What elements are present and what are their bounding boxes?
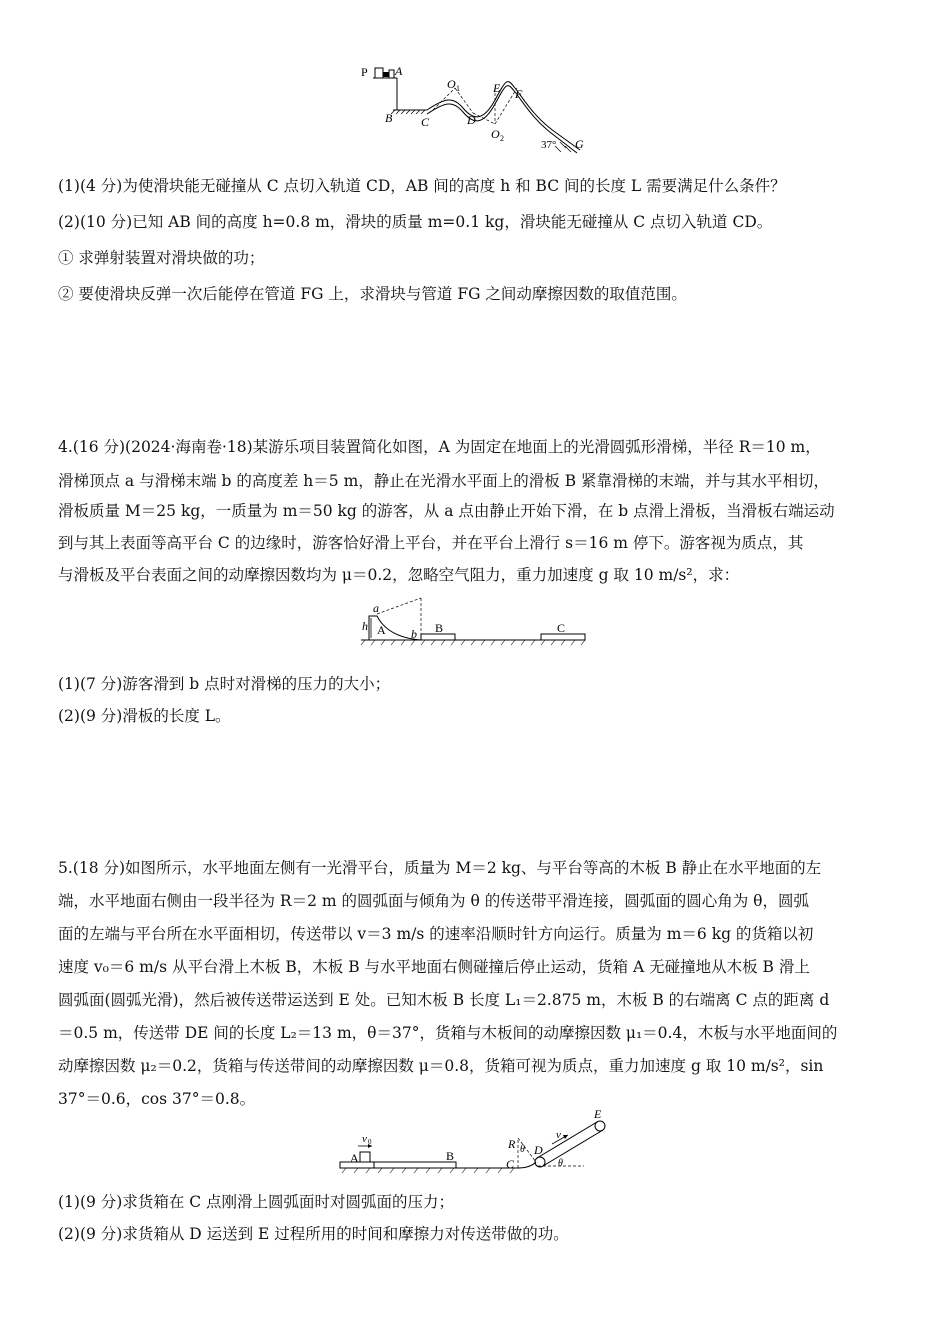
label-A: A bbox=[377, 623, 386, 637]
label-E: E bbox=[594, 1108, 602, 1121]
q4-sub-2: (2)(9 分)滑板的长度 L。 bbox=[58, 707, 231, 725]
label-D: D bbox=[534, 1143, 543, 1157]
q3-line-4: ② 要使滑块反弹一次后能停在管道 FG 上，求滑块与管道 FG 之间动摩擦因数的取值范围。 bbox=[58, 285, 687, 303]
q3-track-figure bbox=[355, 58, 595, 154]
label-v0: v bbox=[362, 1133, 367, 1145]
q5-line-1: 5.(18 分)如图所示，水平地面左侧有一光滑平台，质量为 M＝2 kg、与平台等高的木板 B 静止在水平地面的左 bbox=[58, 859, 822, 877]
q3-line-2: (2)(10 分)已知 AB 间的高度 h=0.8 m，滑块的质量 m=0.1 kg，滑块能无碰撞从 C 点切入轨道 CD。 bbox=[58, 213, 773, 231]
q5-line-2: 端，水平地面右侧由一段半径为 R＝2 m 的圆弧面与倾角为 θ 的传送带平滑连接，圆弧面的圆心角为 θ，圆弧 bbox=[58, 892, 809, 910]
label-G: G bbox=[575, 137, 584, 151]
label-C: C bbox=[421, 115, 430, 129]
label-A: A bbox=[395, 64, 403, 78]
q5-line-7: 动摩擦因数 μ₂＝0.2，货箱与传送带间的动摩擦因数 μ＝0.8，货箱可视为质点，重力加速度 g 取 10 m/s²，sin bbox=[58, 1057, 824, 1075]
label-F: F bbox=[515, 87, 523, 101]
label-O2-sub: 2 bbox=[500, 134, 504, 143]
label-theta2: θ bbox=[558, 1158, 563, 1169]
q5-sub-1: (1)(9 分)求货箱在 C 点刚滑上圆弧面时对圆弧面的压力； bbox=[58, 1193, 455, 1211]
q5-line-4: 速度 v₀＝6 m/s 从平台滑上木板 B，木板 B 与水平地面右侧碰撞后停止运动，货箱 A 无碰撞地从木板 B 滑上 bbox=[58, 958, 810, 976]
q4-line-2: 滑梯顶点 a 与滑梯末端 b 的高度差 h＝5 m，静止在光滑水平面上的滑板 B 紧靠滑梯的末端，并与其水平相切， bbox=[58, 472, 830, 490]
q3-line-1: (1)(4 分)为使滑块能无碰撞从 C 点切入轨道 CD，AB 间的高度 h 和 BC 间的长度 L 需要满足什么条件？ bbox=[58, 177, 786, 195]
label-O1: O bbox=[447, 77, 456, 91]
label-v: v bbox=[556, 1129, 561, 1141]
label-a: a bbox=[373, 601, 379, 615]
q5-conveyor-figure bbox=[338, 1108, 618, 1176]
label-P: P bbox=[361, 65, 368, 79]
q4-line-3: 滑板质量 M＝25 kg，一质量为 m＝50 kg 的游客，从 a 点由静止开始下滑，在 b 点滑上滑板，当滑板右端运动 bbox=[58, 502, 835, 520]
q5-line-5: 圆弧面(圆弧光滑)，然后被传送带运送到 E 处。已知木板 B 长度 L₁＝2.875 m，木板 B 的右端离 C 点的距离 d bbox=[58, 991, 830, 1009]
label-theta: θ bbox=[520, 1144, 525, 1155]
label-O1-sub: 1 bbox=[456, 84, 460, 93]
label-O2: O bbox=[491, 127, 500, 141]
q5-line-8: 37°＝0.6，cos 37°＝0.8。 bbox=[58, 1090, 256, 1108]
q4-line-4: 到与其上表面等高平台 C 的边缘时，游客恰好滑上平台，并在平台上滑行 s＝16 m 停下。游客视为质点，其 bbox=[58, 534, 804, 552]
q4-slide-figure bbox=[355, 594, 590, 656]
q4-line-5: 与滑板及平台表面之间的动摩擦因数均为 μ＝0.2，忽略空气阻力，重力加速度 g 取 10 m/s²，求： bbox=[58, 566, 740, 584]
label-R: R bbox=[508, 1137, 516, 1151]
label-C: C bbox=[506, 1157, 515, 1171]
label-B: B bbox=[385, 111, 393, 125]
q4-line-1: 4.(16 分)(2024·海南卷·18)某游乐项目装置简化如图，A 为固定在地面上的光滑圆弧形滑梯，半径 R＝10 m， bbox=[58, 438, 821, 456]
label-angle: 37° bbox=[541, 139, 557, 151]
label-E: E bbox=[493, 81, 501, 95]
label-v0-sub: 0 bbox=[368, 1138, 372, 1146]
label-D: D bbox=[467, 113, 476, 127]
label-B: B bbox=[435, 621, 444, 635]
label-B: B bbox=[446, 1149, 455, 1163]
label-b: b bbox=[411, 627, 417, 641]
q3-line-3: ① 求弹射装置对滑块做的功； bbox=[58, 249, 265, 267]
label-C: C bbox=[557, 621, 566, 635]
label-A: A bbox=[350, 1151, 359, 1165]
q5-sub-2: (2)(9 分)求货箱从 D 运送到 E 过程所用的时间和摩擦力对传送带做的功。 bbox=[58, 1225, 569, 1243]
q5-line-6: ＝0.5 m，传送带 DE 间的长度 L₂＝13 m，θ＝37°，货箱与木板间的动摩擦因数 μ₁＝0.4，木板与水平地面间的 bbox=[58, 1024, 838, 1042]
q4-sub-1: (1)(7 分)游客滑到 b 点时对滑梯的压力的大小； bbox=[58, 675, 391, 693]
q5-line-3: 面的左端与平台所在水平面相切，传送带以 v＝3 m/s 的速率沿顺时针方向运行。质量为 m＝6 kg 的货箱以初 bbox=[58, 925, 814, 943]
label-h: h bbox=[362, 619, 368, 633]
